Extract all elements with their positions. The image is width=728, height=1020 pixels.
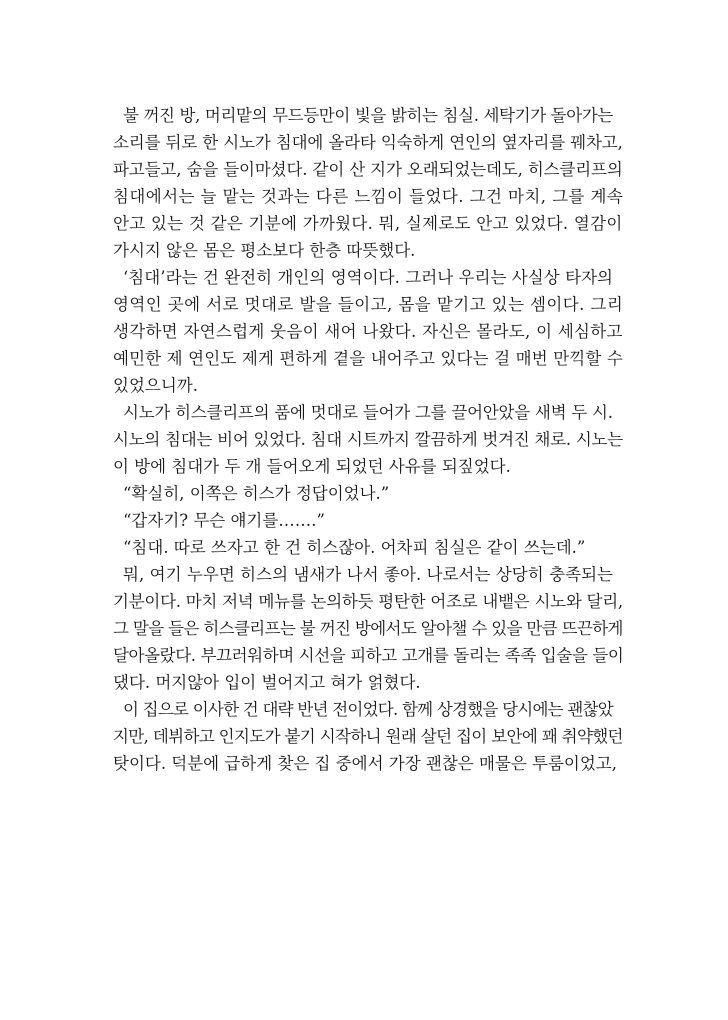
text-line: 달아올랐다. 부끄러워하며 시선을 피하고 고개를 돌리는 족족 입술을 들이 xyxy=(113,646,624,665)
text-line: 침대에서는 늘 맡는 것과는 다른 느낌이 들었다. 그건 마치, 그를 계속 xyxy=(113,187,624,206)
text-line: 영역인 곳에 서로 멋대로 발을 들이고, 몸을 맡기고 있는 셈이다. 그리 xyxy=(113,295,624,314)
text-line: 탓이다. 덕분에 급하게 찾은 집 중에서 가장 괜찮은 매물은 투룸이었고, xyxy=(113,754,617,773)
text-line: 뭐, 여기 누우면 히스의 냄새가 나서 좋아. 나로서는 상당히 충족되는 xyxy=(123,565,614,584)
text-line: 소리를 뒤로 한 시노가 침대에 올라타 익숙하게 연인의 옆자리를 꿰차고, xyxy=(113,133,623,152)
text-line: 불 꺼진 방, 머리맡의 무드등만이 빛을 밝히는 침실. 세탁기가 돌아가는 xyxy=(123,106,613,125)
text-line: “침대. 따로 쓰자고 한 건 히스잖아. 어차피 침실은 같이 쓰는데.” xyxy=(123,538,586,557)
document-page xyxy=(113,102,623,777)
text-line: 그 말을 들은 히스클리프는 불 꺼진 방에서도 알아챌 수 있을 만큼 뜨끈하게 xyxy=(113,619,623,638)
text-line: 파고들고, 숨을 들이마셨다. 같이 산 지가 오래되었는데도, 히스클리프의 xyxy=(113,160,623,179)
text-line: 지만, 데뷔하고 인지도가 붙기 시작하니 원래 살던 집이 보안에 꽤 취약했던 xyxy=(113,727,623,746)
text-line: 안고 있는 것 같은 기분에 가까웠다. 뭐, 실제로도 안고 있었다. 열감이 xyxy=(113,214,623,233)
text-line: ‘침대’라는 건 완전히 개인의 영역이다. 그러나 우리는 사실상 타자의 xyxy=(123,268,614,287)
text-line: 예민한 제 연인도 제게 편하게 곁을 내어주고 있다는 걸 매번 만끽할 수 xyxy=(113,349,623,368)
text-line: 시노의 침대는 비어 있었다. 침대 시트까지 깔끔하게 벗겨진 채로. 시노는 xyxy=(113,430,623,449)
text-line: 시노가 히스클리프의 품에 멋대로 들어가 그를 끌어안았을 새벽 두 시. xyxy=(123,403,613,422)
text-line: 생각하면 자연스럽게 웃음이 새어 나왔다. 자신은 몰라도, 이 세심하고 xyxy=(113,322,623,341)
text-line: 있었으니까. xyxy=(113,376,198,395)
text-line: 이 방에 침대가 두 개 들어오게 되었던 사유를 되짚었다. xyxy=(113,457,511,476)
text-line: 이 집으로 이사한 건 대략 반년 전이었다. 함께 상경했을 당시에는 괜찮았 xyxy=(123,700,613,719)
text-line: 댔다. 머지않아 입이 벌어지고 혀가 얽혔다. xyxy=(113,673,421,692)
text-line: “확실히, 이쪽은 히스가 정답이었나.” xyxy=(123,484,390,503)
text-line: “갑자기? 무슨 얘기를…….” xyxy=(123,511,325,530)
text-line: 가시지 않은 몸은 평소보다 한층 따뜻했다. xyxy=(113,241,416,260)
text-line: 기분이다. 마치 저녁 메뉴를 논의하듯 평탄한 어조로 내뱉은 시노와 달리, xyxy=(113,592,623,611)
